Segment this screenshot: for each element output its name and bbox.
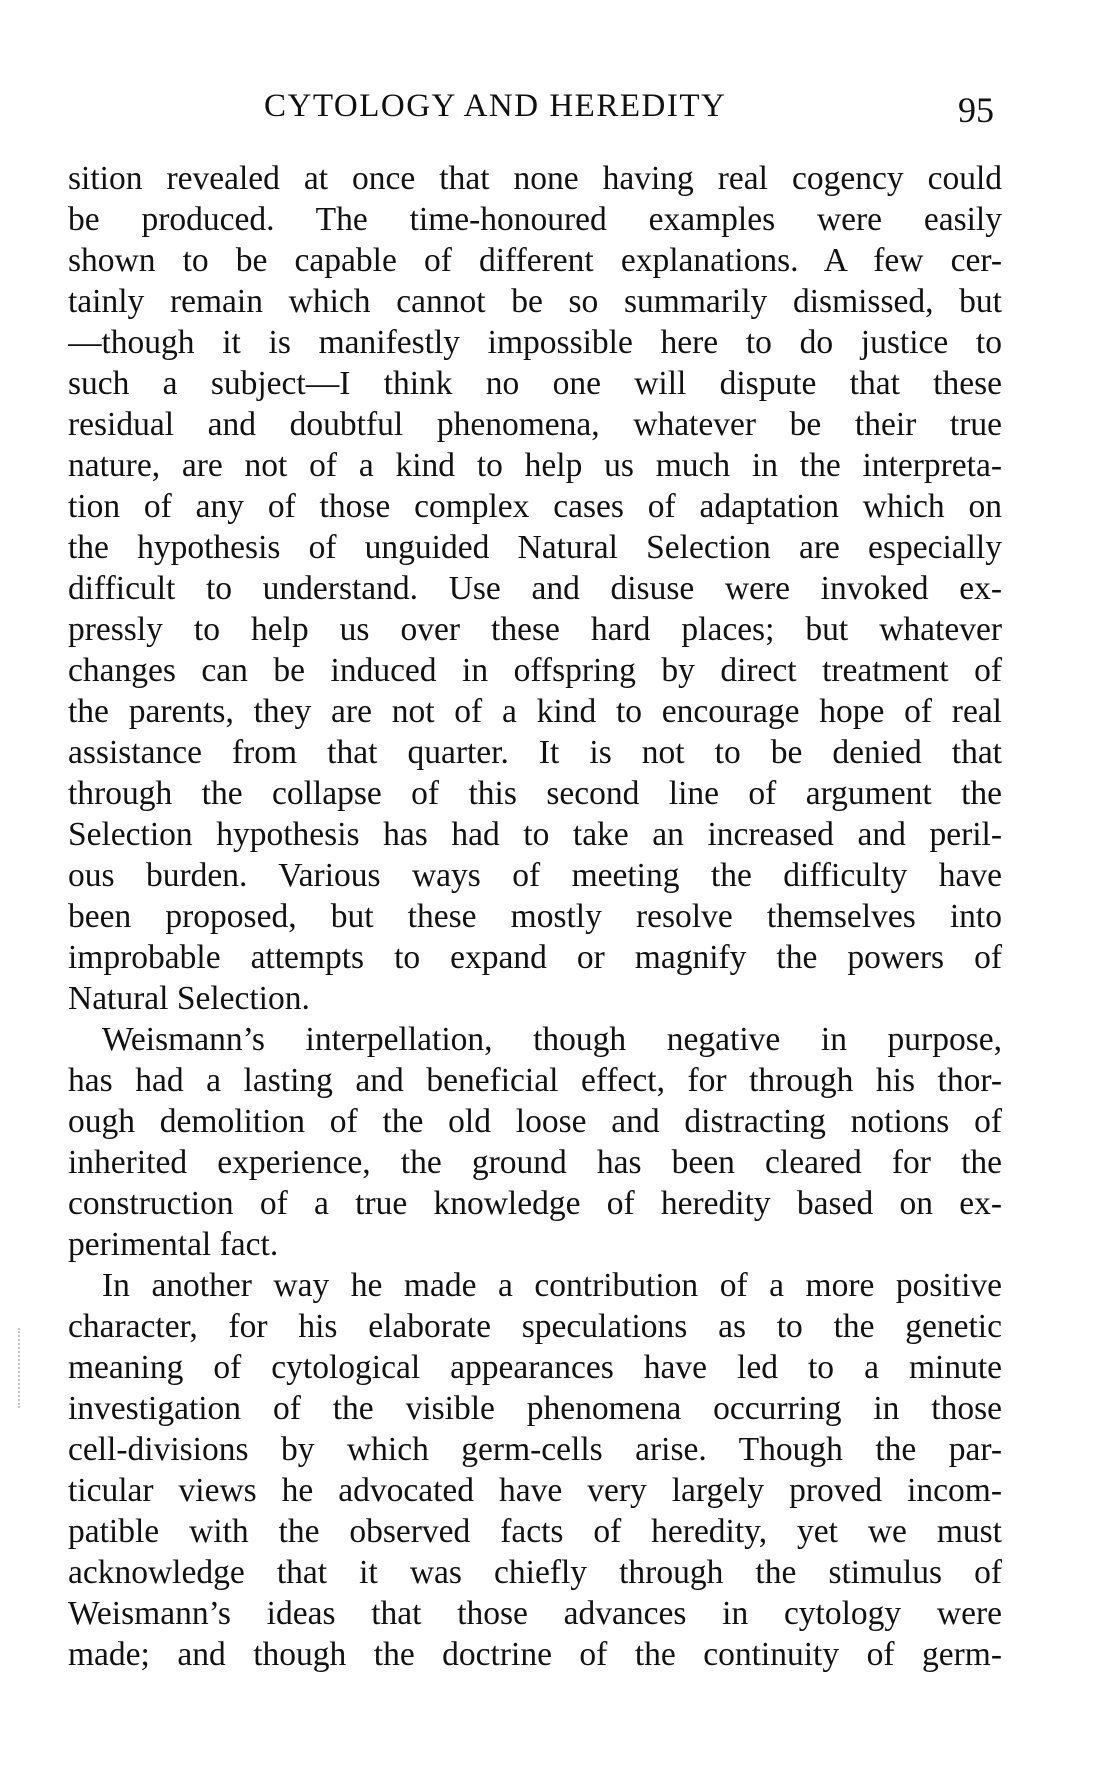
text-line: meaning of cytological appearances have led to a minute	[68, 1349, 1002, 1386]
text-line: difficult to understand. Use and disuse were invoked ex-	[68, 570, 1002, 607]
text-line: pressly to help us over these hard places; but whatever	[68, 611, 1002, 648]
text-line: tion of any of those complex cases of adaptation which on	[68, 488, 1002, 525]
text-line: cell-divisions by which germ-cells arise. Though the par-	[68, 1431, 1002, 1468]
text-line: been proposed, but these mostly resolve themselves into	[68, 898, 1002, 935]
running-title: CYTOLOGY AND HEREDITY	[264, 88, 727, 124]
text-line: nature, are not of a kind to help us much in the interpreta-	[68, 447, 1002, 484]
page-number: 95	[958, 90, 994, 130]
text-line: construction of a true knowledge of heredity based on ex-	[68, 1185, 1002, 1222]
text-line: ough demolition of the old loose and distracting notions of	[68, 1103, 1002, 1140]
text-line: the hypothesis of unguided Natural Selection are especially	[68, 529, 1002, 566]
text-line: residual and doubtful phenomena, whatever be their true	[68, 406, 1002, 443]
text-line: changes can be induced in offspring by direct treatment of	[68, 652, 1002, 689]
text-line: character, for his elaborate speculations as to the genetic	[68, 1308, 1002, 1345]
running-head	[68, 84, 1008, 128]
text-line: assistance from that quarter. It is not to be denied that	[68, 734, 1002, 771]
text-line: perimental fact.	[68, 1226, 279, 1263]
text-line: inherited experience, the ground has been cleared for the	[68, 1144, 1002, 1181]
paragraph	[68, 158, 1002, 1019]
body-text	[68, 158, 1002, 1703]
text-line: Weismann’s ideas that those advances in cytology were	[68, 1595, 1002, 1632]
text-line: made; and though the doctrine of the continuity of germ-	[68, 1636, 1002, 1673]
text-line: In another way he made a contribution of a more positive	[102, 1267, 1002, 1304]
text-line: be produced. The time-honoured examples were easily	[68, 201, 1002, 238]
text-line: the parents, they are not of a kind to encourage hope of real	[68, 693, 1002, 730]
text-line: tainly remain which cannot be so summarily dismissed, but	[68, 283, 1002, 320]
text-line: has had a lasting and beneficial effect, for through his thor-	[68, 1062, 1002, 1099]
text-line: ticular views he advocated have very largely proved incom-	[68, 1472, 1002, 1509]
text-line: —though it is manifestly impossible here to do justice to	[68, 324, 1002, 361]
text-line: Weismann’s interpellation, though negative in purpose,	[102, 1021, 1002, 1058]
text-line: such a subject—I think no one will dispute that these	[68, 365, 1002, 402]
text-line: patible with the observed facts of heredity, yet we must	[68, 1513, 1002, 1550]
paragraph	[68, 1019, 1002, 1265]
text-line: improbable attempts to expand or magnify the powers of	[68, 939, 1002, 976]
text-line: Selection hypothesis has had to take an increased and peril-	[68, 816, 1002, 853]
margin-scan-marks	[18, 1328, 28, 1408]
paragraph	[68, 1265, 1002, 1675]
text-line: through the collapse of this second line of argument the	[68, 775, 1002, 812]
text-line: ous burden. Various ways of meeting the difficulty have	[68, 857, 1002, 894]
text-line: sition revealed at once that none having real cogency could	[68, 160, 1002, 197]
text-line: investigation of the visible phenomena occurring in those	[68, 1390, 1002, 1427]
text-line: shown to be capable of different explanations. A few cer-	[68, 242, 1002, 279]
text-line: acknowledge that it was chiefly through the stimulus of	[68, 1554, 1002, 1591]
text-line: Natural Selection.	[68, 980, 310, 1017]
